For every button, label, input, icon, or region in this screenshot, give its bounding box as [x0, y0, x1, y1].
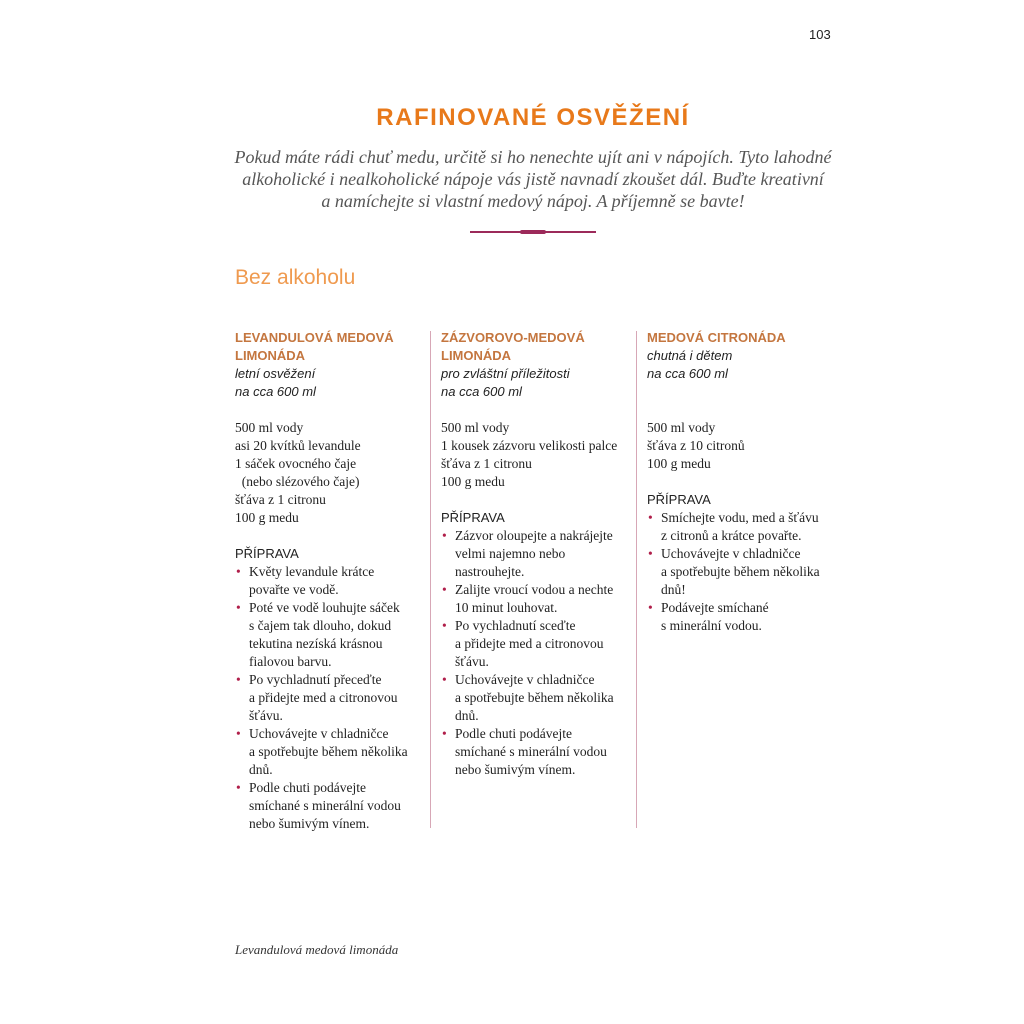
preparation-steps — [235, 563, 427, 833]
step-item: • Uchovávejte v chladničce a spotřebujte během několika dnů. — [441, 671, 629, 725]
recipe-yield: na cca 600 ml — [647, 366, 728, 381]
recipe-subtitle: chutná i dětem — [647, 348, 733, 363]
step-item: • Poté ve vodě louhujte sáček s čajem tak dlouho, dokud tekutina nezíská krásnou fialovou barvu. — [235, 599, 427, 671]
recipe-subtitle: pro zvláštní příležitosti — [441, 366, 570, 381]
column-divider — [430, 331, 431, 828]
recipe-column — [441, 329, 629, 779]
recipe-subtitle: letní osvěžení — [235, 366, 316, 381]
recipe-title: LEVANDULOVÁ MEDOVÁ LIMONÁDA — [235, 330, 394, 363]
step-item: • Podávejte smíchané s minerální vodou. — [647, 599, 839, 635]
intro-text: Pokud máte rádi chuť medu, určitě si ho nenechte ujít ani v nápojích. Tyto lahodné alkoholické i nealkoholické nápoje vás jistě navnadí zkoušet dál. Buďte kreativní a namíchejte si vlastní medový nápoj. A příjemně se bavte! — [234, 147, 832, 211]
step-item: • Uchovávejte v chladničce a spotřebujte během několika dnů. — [235, 725, 427, 779]
recipe-yield: na cca 600 ml — [441, 384, 522, 399]
recipe-title: MEDOVÁ CITRONÁDA — [647, 330, 786, 345]
recipe-column — [235, 329, 427, 833]
preparation-label: PŘÍPRAVA — [441, 510, 505, 525]
step-item: • Uchovávejte v chladničce a spotřebujte během několika dnů! — [647, 545, 839, 599]
preparation-label: PŘÍPRAVA — [647, 492, 711, 507]
section-heading: Bez alkoholu — [235, 266, 356, 289]
step-item: • Smíchejte vodu, med a šťávu z citronů a krátce povařte. — [647, 509, 839, 545]
preparation-label: PŘÍPRAVA — [235, 546, 299, 561]
column-divider — [636, 331, 637, 828]
recipe-yield: na cca 600 ml — [235, 384, 316, 399]
recipe-column — [647, 329, 839, 635]
step-item: • Květy levandule krátce povařte ve vodě. — [235, 563, 427, 599]
photo-caption: Levandulová medová limonáda — [235, 942, 399, 957]
recipe-title: ZÁZVOROVO-MEDOVÁ LIMONÁDA — [441, 330, 585, 363]
step-item: • Zalijte vroucí vodou a nechte 10 minut louhovat. — [441, 581, 629, 617]
step-item: • Po vychladnutí přeceďte a přidejte med a citronovou šťávu. — [235, 671, 427, 725]
ingredients-list: 500 ml vody 1 kousek zázvoru velikosti palce šťáva z 1 citronu 100 g medu — [441, 420, 618, 489]
ingredients-list: 500 ml vody šťáva z 10 citronů 100 g medu — [647, 420, 745, 471]
page-number: 103 — [809, 27, 831, 42]
step-item: • Zázvor oloupejte a nakrájejte velmi najemno nebo nastrouhejte. — [441, 527, 629, 581]
preparation-steps — [441, 527, 629, 779]
step-item: • Podle chuti podávejte smíchané s minerální vodou nebo šumivým vínem. — [235, 779, 427, 833]
ingredients-list: 500 ml vody asi 20 kvítků levandule 1 sáček ovocného čaje (nebo slézového čaje) šťáva z 1 citronu 100 g medu — [235, 420, 361, 525]
page-title: RAFINOVANÉ OSVĚŽENÍ — [376, 104, 690, 131]
preparation-steps — [647, 509, 839, 635]
step-item: • Po vychladnutí sceďte a přidejte med a citronovou šťávu. — [441, 617, 629, 671]
step-item: • Podle chuti podávejte smíchané s minerální vodou nebo šumivým vínem. — [441, 725, 629, 779]
ornament-divider — [470, 231, 596, 233]
